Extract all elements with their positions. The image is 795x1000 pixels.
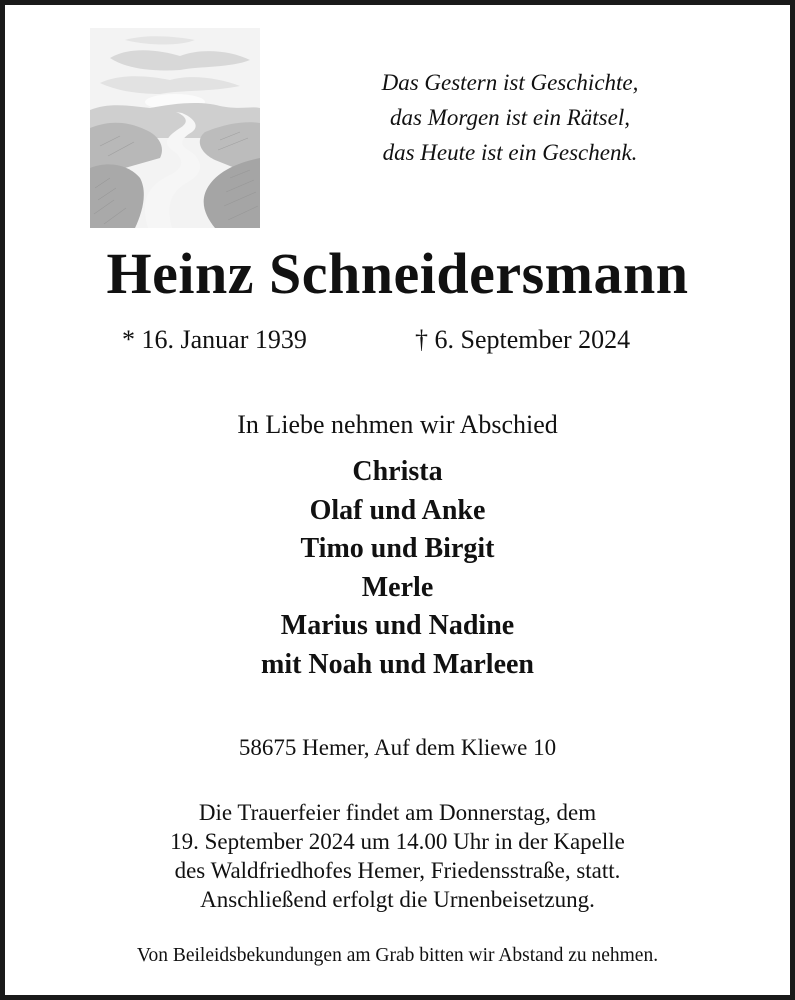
mourner: Timo und Birgit: [300, 533, 495, 565]
mourner: mit Noah und Marleen: [261, 648, 534, 680]
deceased-name: Heinz Schneidersmann: [106, 241, 689, 306]
farewell-line: In Liebe nehmen wir Abschied: [237, 410, 558, 439]
mourner: Olaf und Anke: [309, 494, 486, 526]
quote-line: Das Gestern ist Geschichte,: [381, 70, 639, 95]
funeral-service-info: [5, 798, 790, 914]
condolence-note: Von Beileidsbekundungen am Grab bitten wir Abstand zu nehmen.: [136, 945, 659, 966]
quote: [305, 65, 715, 170]
mourners-list: [5, 453, 790, 685]
service-line: 19. September 2024 um 14.00 Uhr in der Kapelle: [170, 829, 625, 854]
family-address: 58675 Hemer, Auf dem Kliewe 10: [238, 735, 557, 760]
service-line: Die Trauerfeier findet am Donnerstag, dem: [198, 800, 597, 825]
death-date: † 6. September 2024: [415, 325, 631, 354]
quote-line: das Heute ist ein Geschenk.: [382, 140, 638, 165]
birth-date: * 16. Januar 1939: [122, 325, 307, 354]
mourner: Merle: [361, 571, 434, 603]
river-landscape-image: [90, 28, 260, 228]
mourner: Marius und Nadine: [280, 610, 515, 642]
service-line: Anschließend erfolgt die Urnenbeisetzung.: [200, 887, 595, 912]
service-line: des Waldfriedhofes Hemer, Friedensstraße, statt.: [174, 858, 621, 883]
mourner: Christa: [352, 456, 443, 487]
quote-line: das Morgen ist ein Rätsel,: [390, 105, 630, 130]
